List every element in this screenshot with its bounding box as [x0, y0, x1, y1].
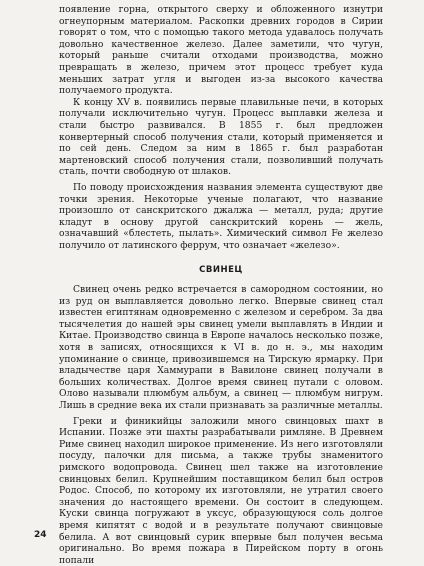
- paragraph: Греки и финикийцы заложили много свинцовых шахт в Испании. Позже эти шахты разрабатывали римляне. В Древнем Риме свинец находил широкое применение. Из него изготовляли посуду, палочки для письма, а также трубы знаменитого римского водопровода. Свинец шел также на изготовление свинцовых белил. Крупнейшим поставщиком белил был остров Родос. Способ, по которому их изготовляли, не утратил своего значения до настоящего времени. Он состоит в следующем. Куски свинца погружают в уксус, образующуюся соль долгое время кипятят с водой и в результате получают свинцовые белила. А вот свинцовый сурик впервые был получен весьма оригинально. Во время пожара в Пирейском порту в огонь попали: [59, 415, 383, 566]
- text-column: [59, 4, 383, 566]
- paragraph: К концу XV в. появились первые плавильные печи, в которых получали исключительно чугун. Процесс выплавки железа и стали быстро развивался. В 1855 г. был предложен конвертерный способ получения стали, который применяется и по сей день. Следом за ним в 1865 г. был разработан мартеновский способ получения стали, позволивший получать сталь, почти свободную от шлаков.: [59, 96, 383, 178]
- section-heading: СВИНЕЦ: [199, 265, 243, 276]
- paragraph: Свинец очень редко встречается в самородном состоянии, но из руд он выплавляется довольно легко. Впервые свинец стал известен египтянам одновременно с железом и серебром. За два тысячелетия до нашей эры свинец умели выплавлять в Индии и Китае. Производство свинца в Европе началось несколько позже, хотя в записях, относящихся к VI в. до н. э., мы находим упоминание о свинце, привозившемся на Тирскую ярмарку. При владычестве царя Хаммурапи в Вавилоне свинец получали в больших количествах. Долгое время свинец путали с оловом. Олово называли плюмбум альбум, а свинец — плюмбум нигрум. Лишь в средние века их стали признавать за различные металлы.: [59, 284, 383, 411]
- page-number: 24: [34, 530, 47, 540]
- paragraph: По поводу происхождения названия элемента существуют две точки зрения. Некоторые ученые полагают, что название произошло от санскритского джалжа — металл, руда; другие кладут в основу другой санскритский корень — жель, означавший «блестеть, пылать». Химический символ Fe железо получило от латинского феррум, что означает «железо».: [59, 181, 383, 251]
- paragraph: появление горна, открытого сверху и обложенного изнутри огнеупорным материалом. Раскопки древних городов в Сирии говорят о том, что с помощью такого метода удавалось получать довольно качественное железо. Далее заметили, что чугун, который раньше считали отходами производства, можно превращать в железо, причем этот процесс требует куда меньших затрат угля и выгоден из-за высокого качества получаемого продукта.: [59, 4, 383, 97]
